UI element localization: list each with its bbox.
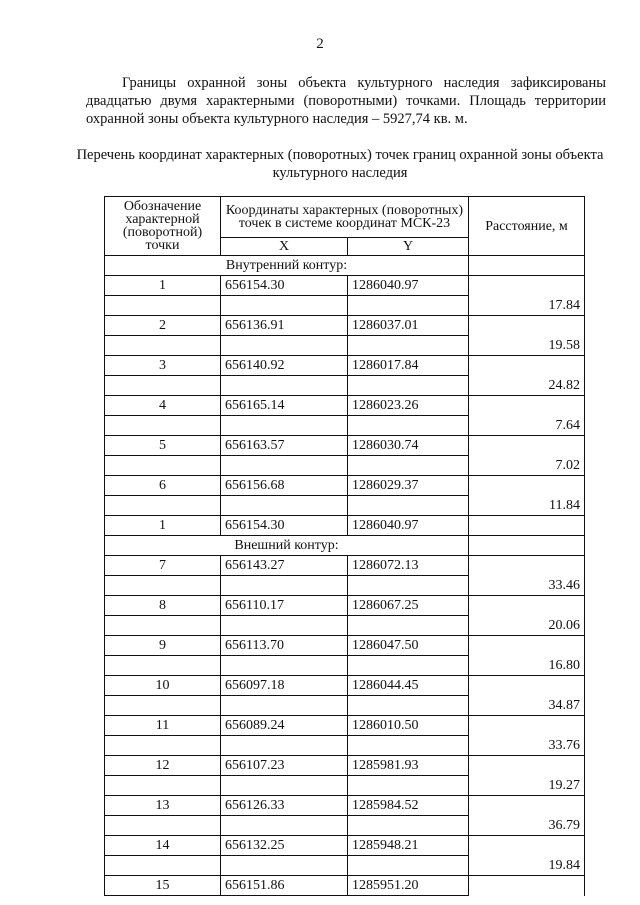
segment-distance: 20.06 <box>469 616 585 636</box>
empty-cell <box>348 856 469 876</box>
empty-cell <box>348 576 469 596</box>
coordinates-table <box>104 196 585 896</box>
segment-distance: 17.84 <box>469 296 585 316</box>
distance-cell <box>469 256 585 276</box>
coordinate-y: 1286067.25 <box>348 596 469 616</box>
table-row <box>105 576 585 596</box>
empty-cell <box>348 736 469 756</box>
table-row <box>105 316 585 336</box>
table-row <box>105 816 585 836</box>
segment-distance: 33.46 <box>469 576 585 596</box>
table-row <box>105 856 585 876</box>
empty-cell <box>105 776 221 796</box>
segment-distance: 11.84 <box>469 496 585 516</box>
table-row <box>105 636 585 656</box>
section-title: Внешний контур: <box>105 536 469 556</box>
point-number: 15 <box>105 876 221 896</box>
distance-cell <box>469 396 585 416</box>
distance-cell <box>469 716 585 736</box>
section-title: Внутренний контур: <box>105 256 469 276</box>
table-row <box>105 776 585 796</box>
coordinate-x: 656143.27 <box>221 556 348 576</box>
coordinate-x: 656089.24 <box>221 716 348 736</box>
table-row <box>105 796 585 816</box>
point-number: 13 <box>105 796 221 816</box>
table-row <box>105 616 585 636</box>
table-row <box>105 736 585 756</box>
empty-cell <box>105 336 221 356</box>
empty-cell <box>348 696 469 716</box>
header-point: Обозначение характерной (поворотной) точки <box>105 197 221 256</box>
point-number: 4 <box>105 396 221 416</box>
empty-cell <box>221 456 348 476</box>
empty-cell <box>105 856 221 876</box>
empty-cell <box>348 296 469 316</box>
empty-cell <box>221 416 348 436</box>
distance-cell <box>469 556 585 576</box>
empty-cell <box>221 616 348 636</box>
empty-cell <box>221 576 348 596</box>
table-row <box>105 456 585 476</box>
header-coordinates: Координаты характерных (поворотных) точек в системе координат МСК-23 <box>221 197 469 238</box>
table-row <box>105 836 585 856</box>
coordinate-x: 656136.91 <box>221 316 348 336</box>
empty-cell <box>105 736 221 756</box>
table-row <box>105 496 585 516</box>
coordinate-x: 656132.25 <box>221 836 348 856</box>
empty-cell <box>221 856 348 876</box>
table-row <box>105 716 585 736</box>
segment-distance: 24.82 <box>469 376 585 396</box>
point-number: 2 <box>105 316 221 336</box>
coordinate-x: 656163.57 <box>221 436 348 456</box>
table-row <box>105 416 585 436</box>
empty-cell <box>105 576 221 596</box>
empty-cell <box>348 416 469 436</box>
point-number: 10 <box>105 676 221 696</box>
empty-cell <box>105 656 221 676</box>
segment-distance: 33.76 <box>469 736 585 756</box>
point-number: 3 <box>105 356 221 376</box>
table-row <box>105 656 585 676</box>
table-body <box>105 256 585 896</box>
empty-cell <box>348 776 469 796</box>
coordinate-x: 656107.23 <box>221 756 348 776</box>
point-number: 1 <box>105 276 221 296</box>
table-row <box>105 336 585 356</box>
header-x: X <box>221 238 348 256</box>
coordinate-y: 1286047.50 <box>348 636 469 656</box>
empty-cell <box>105 376 221 396</box>
distance-cell <box>469 516 585 536</box>
section-row <box>105 256 585 276</box>
empty-cell <box>348 376 469 396</box>
coordinate-x: 656140.92 <box>221 356 348 376</box>
coordinate-y: 1286040.97 <box>348 516 469 536</box>
point-number: 8 <box>105 596 221 616</box>
empty-cell <box>105 616 221 636</box>
table-row <box>105 696 585 716</box>
table-caption: Перечень координат характерных (поворотных) точек границ охранной зоны объекта культурного наследия <box>76 147 604 181</box>
point-number: 11 <box>105 716 221 736</box>
distance-cell <box>469 876 585 896</box>
point-number: 7 <box>105 556 221 576</box>
coordinate-x: 656126.33 <box>221 796 348 816</box>
table-row <box>105 676 585 696</box>
coordinate-x: 656154.30 <box>221 276 348 296</box>
section-row <box>105 536 585 556</box>
distance-cell <box>469 316 585 336</box>
segment-distance: 36.79 <box>469 816 585 836</box>
coordinate-y: 1286044.45 <box>348 676 469 696</box>
coordinate-y: 1285948.21 <box>348 836 469 856</box>
empty-cell <box>221 816 348 836</box>
distance-cell <box>469 276 585 296</box>
table-row <box>105 476 585 496</box>
empty-cell <box>221 496 348 516</box>
coordinate-y: 1286040.97 <box>348 276 469 296</box>
segment-distance: 7.64 <box>469 416 585 436</box>
coordinate-y: 1286029.37 <box>348 476 469 496</box>
segment-distance: 19.84 <box>469 856 585 876</box>
segment-distance: 19.27 <box>469 776 585 796</box>
coordinate-x: 656113.70 <box>221 636 348 656</box>
distance-cell <box>469 636 585 656</box>
coordinate-x: 656165.14 <box>221 396 348 416</box>
coordinate-x: 656110.17 <box>221 596 348 616</box>
page-number: 2 <box>316 36 324 52</box>
coordinate-y: 1286010.50 <box>348 716 469 736</box>
distance-cell <box>469 356 585 376</box>
segment-distance: 16.80 <box>469 656 585 676</box>
table-row <box>105 596 585 616</box>
distance-cell <box>469 476 585 496</box>
empty-cell <box>105 496 221 516</box>
segment-distance: 7.02 <box>469 456 585 476</box>
table-row <box>105 756 585 776</box>
header-distance: Расстояние, м <box>469 197 585 256</box>
empty-cell <box>105 296 221 316</box>
coordinate-y: 1286030.74 <box>348 436 469 456</box>
table-row <box>105 276 585 296</box>
coordinate-y: 1285951.20 <box>348 876 469 896</box>
coordinate-y: 1285984.52 <box>348 796 469 816</box>
empty-cell <box>221 376 348 396</box>
coordinate-y: 1286072.13 <box>348 556 469 576</box>
table-row <box>105 356 585 376</box>
empty-cell <box>221 336 348 356</box>
coordinate-y: 1286023.26 <box>348 396 469 416</box>
empty-cell <box>221 736 348 756</box>
point-number: 1 <box>105 516 221 536</box>
point-number: 6 <box>105 476 221 496</box>
empty-cell <box>348 656 469 676</box>
coordinate-x: 656097.18 <box>221 676 348 696</box>
distance-cell <box>469 436 585 456</box>
empty-cell <box>221 696 348 716</box>
empty-cell <box>105 416 221 436</box>
segment-distance: 34.87 <box>469 696 585 716</box>
coordinate-y: 1285981.93 <box>348 756 469 776</box>
distance-cell <box>469 756 585 776</box>
coordinate-x: 656151.86 <box>221 876 348 896</box>
empty-cell <box>105 456 221 476</box>
point-number: 5 <box>105 436 221 456</box>
table-row <box>105 376 585 396</box>
point-number: 12 <box>105 756 221 776</box>
empty-cell <box>348 816 469 836</box>
table-row <box>105 436 585 456</box>
coordinate-y: 1286017.84 <box>348 356 469 376</box>
empty-cell <box>348 496 469 516</box>
table-row <box>105 876 585 896</box>
distance-cell <box>469 796 585 816</box>
distance-cell <box>469 836 585 856</box>
coordinate-x: 656156.68 <box>221 476 348 496</box>
distance-cell <box>469 676 585 696</box>
empty-cell <box>348 616 469 636</box>
header-y: Y <box>348 238 469 256</box>
empty-cell <box>105 816 221 836</box>
table-row <box>105 396 585 416</box>
point-number: 9 <box>105 636 221 656</box>
distance-cell <box>469 596 585 616</box>
empty-cell <box>105 696 221 716</box>
empty-cell <box>221 776 348 796</box>
table-row <box>105 556 585 576</box>
distance-cell <box>469 536 585 556</box>
segment-distance: 19.58 <box>469 336 585 356</box>
point-number: 14 <box>105 836 221 856</box>
empty-cell <box>348 336 469 356</box>
empty-cell <box>348 456 469 476</box>
table-row <box>105 296 585 316</box>
coordinate-x: 656154.30 <box>221 516 348 536</box>
empty-cell <box>221 296 348 316</box>
table-row <box>105 516 585 536</box>
coordinate-y: 1286037.01 <box>348 316 469 336</box>
empty-cell <box>221 656 348 676</box>
intro-paragraph: Границы охранной зоны объекта культурного наследия зафиксированы двадцатью двумя характерными (поворотными) точками. Площадь территории охранной зоны объекта культурного наследия – 5927,74 кв. м. <box>86 75 606 127</box>
